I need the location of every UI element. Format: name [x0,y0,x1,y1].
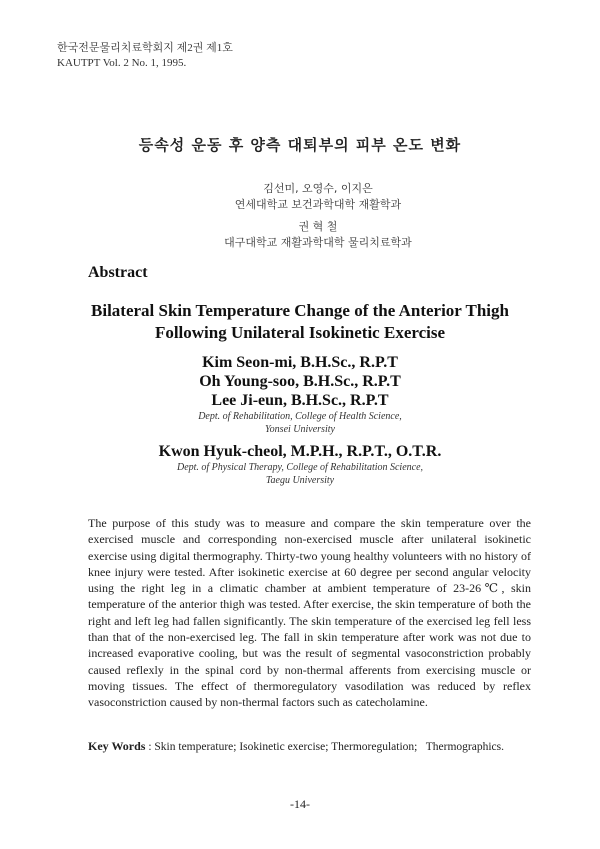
abstract-body: The purpose of this study was to measure and compare the skin temperature over the exercised muscle and corresponding non-exercised muscle after unilateral isokinetic exercise using digital thermography. Thirty-two young healthy volunteers with no history of knee injury were tested. After isokinetic exercise at 60 degree per second angular velocity using the right leg in a climatic chamber at ambient temperature of 23-26℃, skin temperature of the anterior thigh was tested. After exercise, the skin temperature of both the right and left leg had fallen significantly. The skin temperature of the exercised leg fell less than that of the non-exercised leg. The fall in skin temperature after work was not due to increased evaporative cooling, but was the result of segmental vasoconstriction probably caused reflexly in the spinal cord by non-thermal afferents from exercising muscle or moving tissues. The effect of thermoregulatory vasodilation was reduced by reflex vasoconstriction caused by non-thermal factors such as catecholamine. [88,516,531,710]
author-affiliation: Taegu University [265,475,335,486]
keywords-separator: : [145,741,155,753]
author-name: Lee Ji-eun, B.H.Sc., R.P.T [211,392,389,409]
author-affiliation: Dept. of Rehabilitation, College of Health Science, [198,411,402,422]
keywords-line [88,739,538,754]
journal-header [57,41,233,71]
korean-author-block [0,181,600,251]
english-title-line2: Following Unilateral Isokinetic Exercise [154,323,446,342]
author-affiliation: Dept. of Physical Therapy, College of Rehabilitation Science, [176,462,424,473]
english-author-block [0,353,600,487]
korean-affiliation-group2: 대구대학교 재활과학대학 물리치료학과 [224,236,412,249]
page-number: -14- [290,797,310,811]
keywords-text: Skin temperature; Isokinetic exercise; Thermoregulation; Thermographics. [154,741,504,753]
korean-authors-group2: 권 혁 철 [298,220,338,233]
english-title [0,300,600,344]
korean-authors-group1: 김선미, 오영수, 이지은 [263,182,373,195]
author-name: Kwon Hyuk-cheol, M.P.H., R.P.T., O.T.R. [158,443,442,460]
author-affiliation: Yonsei University [265,424,335,435]
author-name: Oh Young-soo, B.H.Sc., R.P.T [199,373,401,390]
korean-title: 등속성 운동 후 양측 대퇴부의 피부 온도 변화 [138,136,462,154]
journal-volume: KAUTPT Vol. 2 No. 1, 1995. [57,57,187,69]
author-name: Kim Seon-mi, B.H.Sc., R.P.T [202,354,398,371]
journal-name-korean: 한국전문물리치료학회지 제2권 제1호 [57,42,233,54]
abstract-heading: Abstract [88,264,148,281]
keywords-label: Key Words [88,739,146,753]
korean-affiliation-group1: 연세대학교 보건과학대학 재활학과 [234,198,402,211]
english-title-line1: Bilateral Skin Temperature Change of the Anterior Thigh [91,301,509,320]
